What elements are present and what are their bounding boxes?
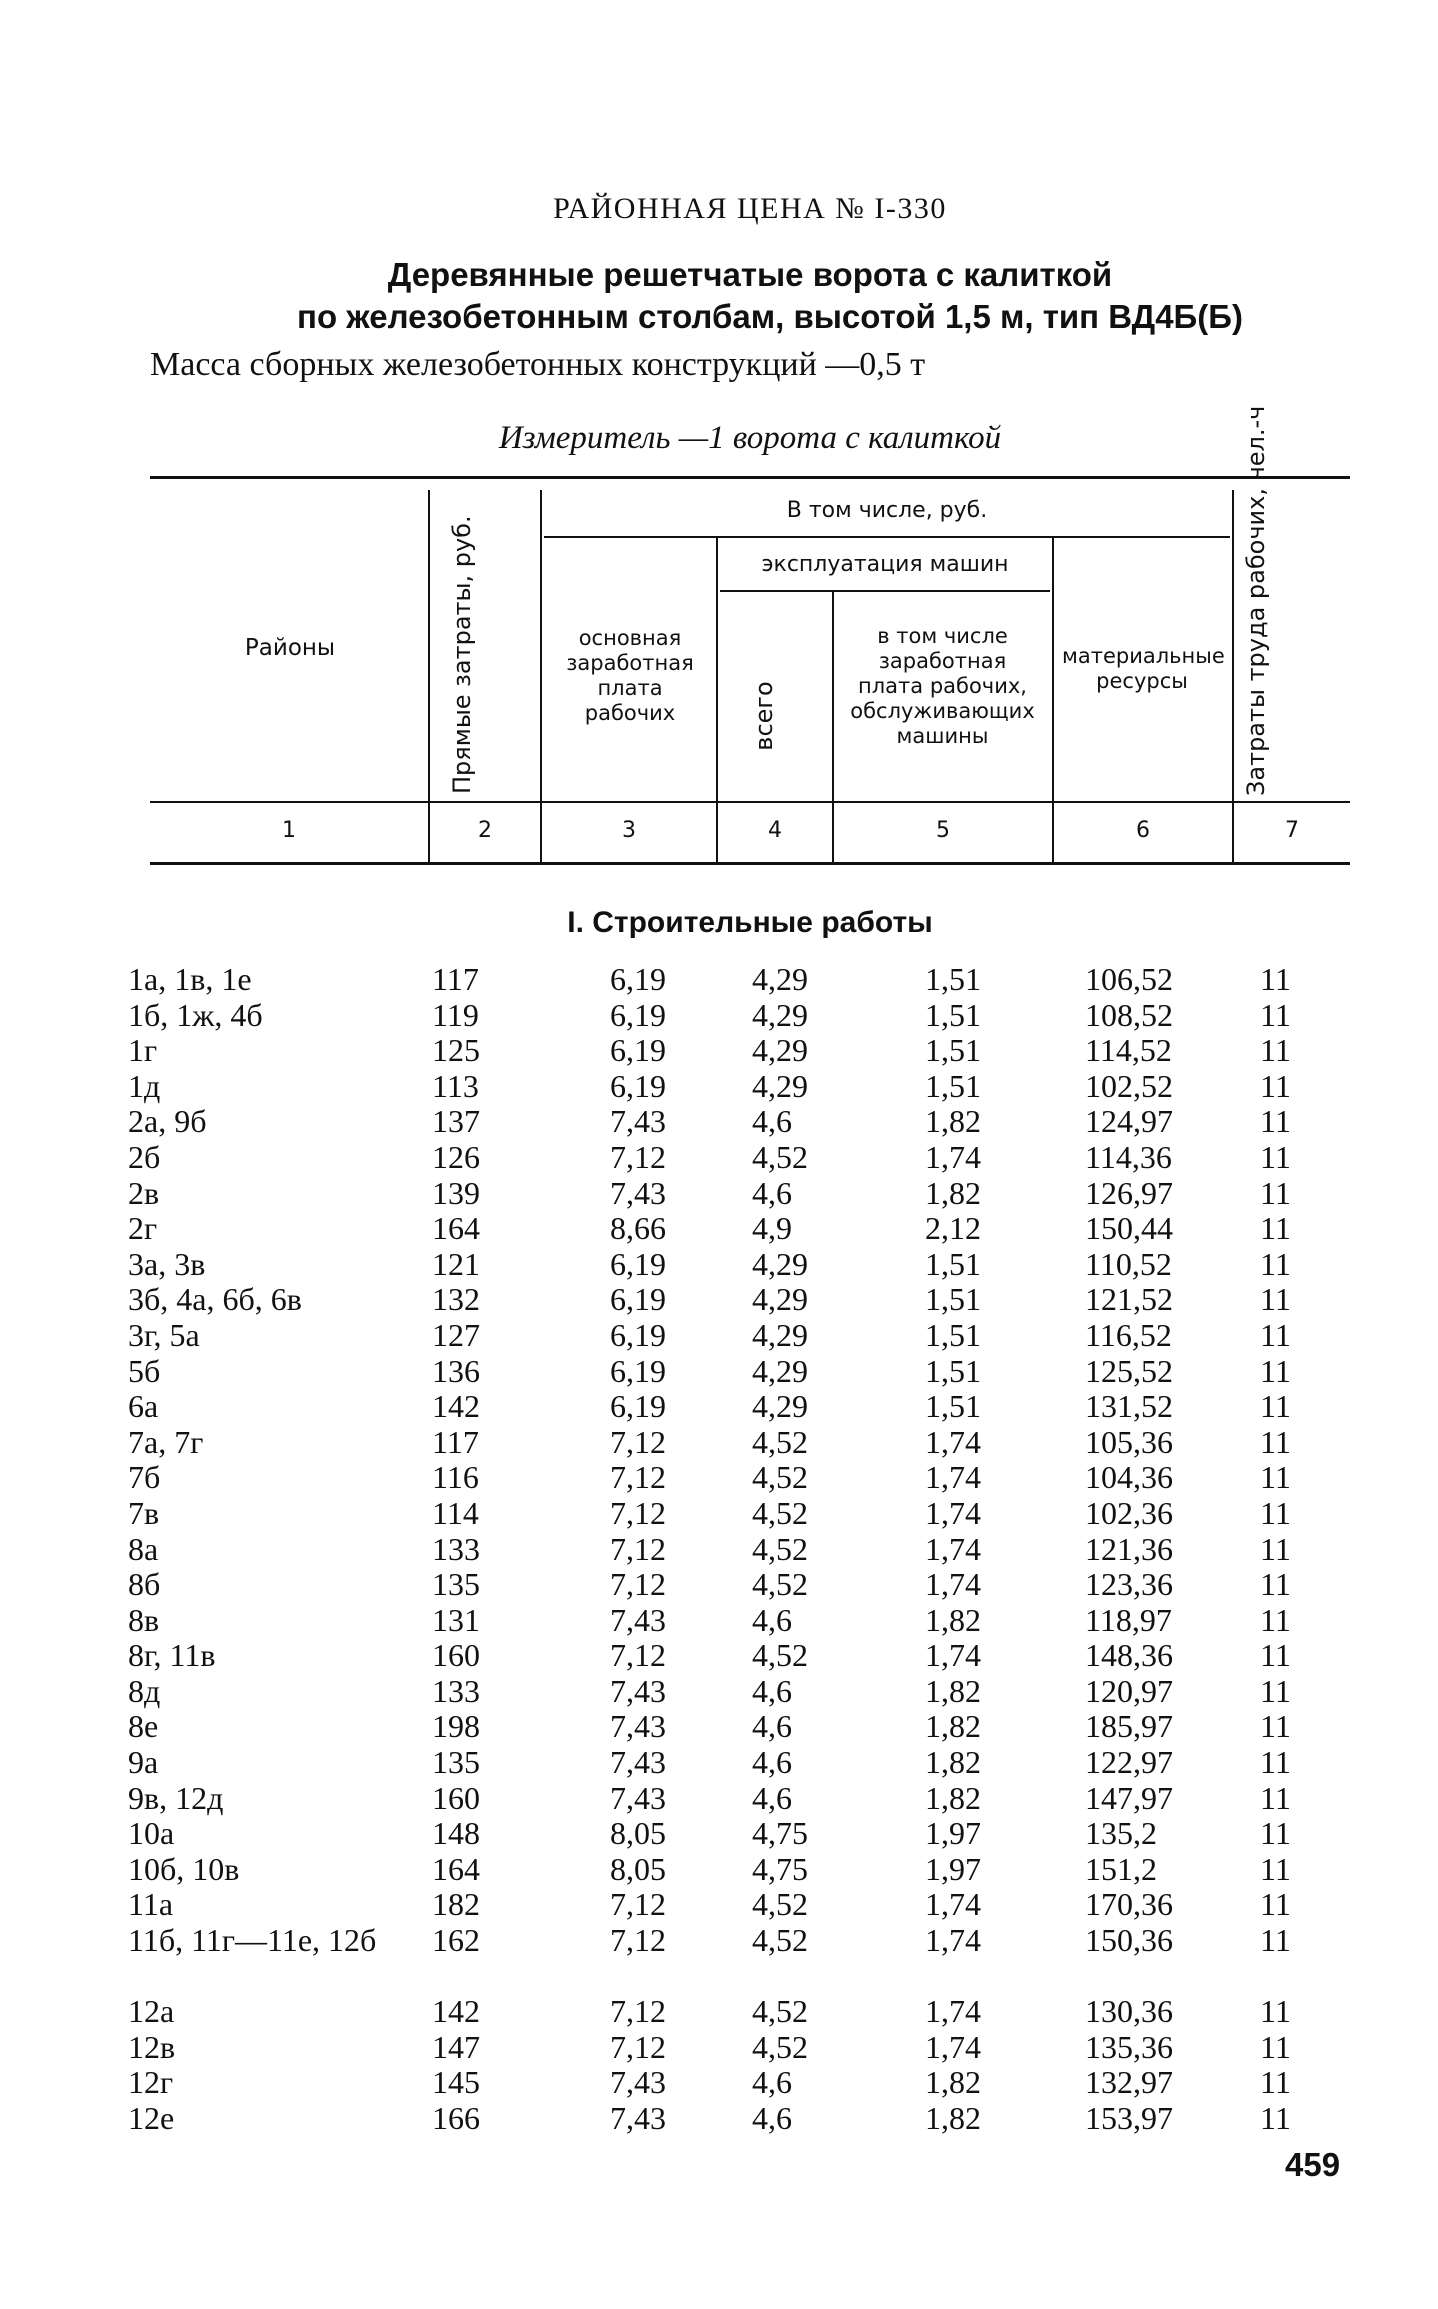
table-row	[128, 2028, 1350, 2066]
cell-machines-total: 4,52	[752, 1566, 808, 1603]
cell-machine-wages: 1,51	[925, 1352, 981, 1389]
cell-machines-total: 4,52	[752, 1886, 808, 1923]
cell-direct-costs: 160	[432, 1779, 480, 1816]
cell-direct-costs: 126	[432, 1138, 480, 1175]
header-machines-total-label: всего	[750, 681, 778, 751]
cell-machine-wages: 1,82	[925, 1103, 981, 1140]
cell-wages: 7,12	[610, 2028, 666, 2065]
cell-machine-wages: 1,74	[925, 1922, 981, 1959]
table-row	[128, 1067, 1350, 1105]
cell-direct-costs: 117	[432, 1423, 479, 1460]
in-total-rule	[544, 536, 1230, 538]
cell-wages: 6,19	[610, 1245, 666, 1282]
cell-direct-costs: 125	[432, 1032, 480, 1069]
cell-direct-costs: 160	[432, 1637, 480, 1674]
cell-direct-costs: 198	[432, 1708, 480, 1745]
cell-machine-wages: 1,74	[925, 2028, 981, 2065]
cell-district: 12г	[128, 2064, 174, 2101]
cell-machines-total: 4,6	[752, 1174, 792, 1211]
page-number: 459	[1285, 2146, 1341, 2183]
cell-labor: 11	[1260, 1103, 1291, 1140]
header-top-rule	[150, 476, 1350, 479]
cell-materials: 120,97	[1085, 1672, 1173, 1709]
cell-machines-total: 4,9	[752, 1210, 792, 1247]
cell-labor: 11	[1260, 1744, 1291, 1781]
cell-labor: 11	[1260, 1815, 1291, 1852]
cell-direct-costs: 127	[432, 1316, 480, 1353]
cell-district: 3г, 5а	[128, 1316, 200, 1353]
cell-machine-wages: 1,51	[925, 1245, 981, 1282]
cell-machine-wages: 1,51	[925, 1032, 981, 1069]
header-machines-total	[750, 656, 779, 776]
cell-wages: 7,43	[610, 1779, 666, 1816]
cell-machine-wages: 2,12	[925, 1210, 981, 1247]
table-row	[128, 1601, 1350, 1639]
cell-materials: 116,52	[1085, 1316, 1172, 1353]
cell-district: 9а	[128, 1744, 159, 1781]
cell-machines-total: 4,75	[752, 1850, 808, 1887]
vrule-3	[716, 538, 718, 862]
cell-machine-wages: 1,82	[925, 1779, 981, 1816]
cell-district: 7б	[128, 1459, 161, 1496]
cell-district: 8е	[128, 1708, 159, 1745]
cell-labor: 11	[1260, 1423, 1291, 1460]
cell-direct-costs: 116	[432, 1459, 479, 1496]
cell-machines-total: 4,29	[752, 1032, 808, 1069]
cell-district: 7в	[128, 1494, 160, 1531]
section-title: I. Строительные работы	[567, 906, 933, 939]
cell-materials: 102,52	[1085, 1067, 1173, 1104]
cell-wages: 7,12	[610, 1566, 666, 1603]
colnum-3: 3	[622, 818, 636, 843]
cell-materials: 185,97	[1085, 1708, 1173, 1745]
cell-materials: 118,97	[1085, 1601, 1172, 1638]
cell-direct-costs: 166	[432, 2100, 480, 2136]
cell-district: 5б	[128, 1352, 161, 1389]
table-row	[128, 1850, 1350, 1888]
cell-materials: 150,36	[1085, 1922, 1173, 1959]
cell-labor: 11	[1260, 1245, 1291, 1282]
cell-materials: 104,36	[1085, 1459, 1173, 1496]
table-row	[128, 1210, 1350, 1247]
cell-district: 2б	[128, 1138, 161, 1175]
table-row	[128, 1993, 1350, 2030]
table-row	[128, 1281, 1350, 1318]
table-row	[128, 2100, 1350, 2137]
cell-labor: 11	[1260, 1779, 1291, 1816]
cell-machines-total: 4,6	[752, 1672, 792, 1709]
cell-materials: 124,97	[1085, 1103, 1173, 1140]
cell-machine-wages: 1,82	[925, 1672, 981, 1709]
cell-district: 8в	[128, 1601, 160, 1638]
cell-machine-wages: 1,74	[925, 1886, 981, 1923]
cell-materials: 123,36	[1085, 1566, 1173, 1603]
cell-materials: 135,36	[1085, 2028, 1173, 2065]
vrule-6	[1232, 490, 1234, 862]
cell-wages: 7,12	[610, 1459, 666, 1496]
cell-direct-costs: 162	[432, 1922, 480, 1959]
table-row	[128, 1316, 1350, 1354]
cell-labor: 11	[1260, 2064, 1291, 2101]
cell-machines-total: 4,52	[752, 1530, 808, 1567]
cell-wages: 6,19	[610, 1281, 666, 1318]
cell-machine-wages: 1,74	[925, 1530, 981, 1567]
cell-machine-wages: 1,51	[925, 961, 981, 997]
cell-district: 7а, 7г	[128, 1423, 204, 1460]
cell-materials: 131,52	[1085, 1388, 1173, 1425]
cell-direct-costs: 131	[432, 1601, 480, 1638]
cell-wages: 7,12	[610, 1993, 666, 2030]
cell-machines-total: 4,6	[752, 1744, 792, 1781]
table-row	[128, 1459, 1350, 1496]
cell-machine-wages: 1,74	[925, 1566, 981, 1603]
cell-wages: 7,12	[610, 1530, 666, 1567]
cell-materials: 114,36	[1085, 1138, 1172, 1175]
cell-direct-costs: 119	[432, 996, 479, 1033]
cell-district: 8г, 11в	[128, 1637, 216, 1674]
cell-labor: 11	[1260, 1459, 1291, 1496]
cell-machines-total: 4,52	[752, 1993, 808, 2030]
header-materials: материальные ресурсы	[1062, 644, 1225, 693]
cell-direct-costs: 117	[432, 961, 479, 997]
cell-wages: 7,43	[610, 1103, 666, 1140]
cell-district: 11б, 11г—11е, 12б	[128, 1922, 377, 1959]
cell-machines-total: 4,52	[752, 1637, 808, 1674]
cell-labor: 11	[1260, 1067, 1291, 1104]
title-line-2: по железобетонным столбам, высотой 1,5 м, тип ВД4Б(Б)	[297, 298, 1243, 335]
cell-district: 10а	[128, 1815, 175, 1852]
cell-wages: 7,12	[610, 1423, 666, 1460]
cell-direct-costs: 182	[432, 1886, 480, 1923]
cell-machines-total: 4,6	[752, 2064, 792, 2101]
table-row	[128, 1423, 1350, 1461]
cell-direct-costs: 142	[432, 1388, 480, 1425]
table-row	[128, 1388, 1350, 1425]
cell-machines-total: 4,52	[752, 1922, 808, 1959]
cell-direct-costs: 148	[432, 1815, 480, 1852]
header-districts: Районы	[244, 635, 336, 661]
cell-direct-costs: 145	[432, 2064, 480, 2101]
cell-labor: 11	[1260, 1494, 1291, 1531]
cell-labor: 11	[1260, 2100, 1291, 2136]
cell-district: 6а	[128, 1388, 159, 1425]
table-row	[128, 961, 1350, 998]
cell-labor: 11	[1260, 1388, 1291, 1425]
cell-wages: 7,43	[610, 2064, 666, 2101]
header-bottom-rule	[150, 862, 1350, 865]
colnum-2: 2	[478, 818, 492, 843]
cell-direct-costs: 132	[432, 1281, 480, 1318]
cell-direct-costs: 133	[432, 1530, 480, 1567]
cell-direct-costs: 137	[432, 1103, 480, 1140]
cell-wages: 7,43	[610, 1174, 666, 1211]
cell-direct-costs: 135	[432, 1566, 480, 1603]
table-row	[128, 1032, 1350, 1069]
cell-machines-total: 4,29	[752, 1245, 808, 1282]
cell-machines-total: 4,52	[752, 1423, 808, 1460]
cell-district: 1д	[128, 1067, 161, 1104]
cell-wages: 6,19	[610, 1032, 666, 1069]
cell-materials: 130,36	[1085, 1993, 1173, 2030]
cell-materials: 148,36	[1085, 1637, 1173, 1674]
cell-materials: 121,36	[1085, 1530, 1173, 1567]
cell-district: 1а, 1в, 1е	[128, 961, 252, 997]
cell-district: 2а, 9б	[128, 1103, 207, 1140]
table-row	[128, 1922, 1350, 1994]
vrule-1	[428, 490, 430, 862]
cell-machine-wages: 1,51	[925, 996, 981, 1033]
cell-machines-total: 4,6	[752, 2100, 792, 2136]
cell-labor: 11	[1260, 1352, 1291, 1389]
cell-district: 8б	[128, 1566, 161, 1603]
header-in-total: В том числе, руб.	[786, 498, 988, 523]
cell-direct-costs: 136	[432, 1352, 480, 1389]
cell-machine-wages: 1,51	[925, 1316, 981, 1353]
vrule-5	[1052, 538, 1054, 862]
table-row	[128, 1245, 1350, 1283]
cell-machine-wages: 1,74	[925, 1494, 981, 1531]
cell-wages: 6,19	[610, 1067, 666, 1104]
cell-wages: 7,12	[610, 1138, 666, 1175]
cell-wages: 7,43	[610, 1744, 666, 1781]
table-row	[128, 1138, 1350, 1176]
cell-materials: 135,2	[1085, 1815, 1157, 1852]
cell-machines-total: 4,29	[752, 961, 808, 997]
cell-machine-wages: 1,82	[925, 2064, 981, 2101]
cell-machines-total: 4,29	[752, 1281, 808, 1318]
cell-materials: 150,44	[1085, 1210, 1173, 1247]
cell-wages: 8,05	[610, 1815, 666, 1852]
cell-labor: 11	[1260, 1637, 1291, 1674]
header-labor-costs-label: Затраты труда рабочих, чел.-ч	[1242, 405, 1270, 796]
cell-labor: 11	[1260, 1922, 1291, 1959]
table-row	[128, 1530, 1350, 1568]
cell-district: 12в	[128, 2028, 176, 2065]
price-title: РАЙОННАЯ ЦЕНА № I-330	[553, 192, 947, 225]
cell-district: 8д	[128, 1672, 161, 1709]
cell-materials: 105,36	[1085, 1423, 1173, 1460]
colnum-4: 4	[768, 818, 782, 843]
cell-machines-total: 4,52	[752, 2028, 808, 2065]
cell-district: 9в, 12д	[128, 1779, 224, 1816]
table-row	[128, 1815, 1350, 1852]
cell-wages: 7,12	[610, 1922, 666, 1959]
table-row	[128, 1566, 1350, 1603]
cell-machines-total: 4,29	[752, 1067, 808, 1104]
cell-machines-total: 4,6	[752, 1708, 792, 1745]
cell-machines-total: 4,29	[752, 1316, 808, 1353]
cell-machine-wages: 1,51	[925, 1281, 981, 1318]
cell-direct-costs: 164	[432, 1210, 480, 1247]
cell-materials: 170,36	[1085, 1886, 1173, 1923]
table-row	[128, 2064, 1350, 2101]
cell-direct-costs: 164	[432, 1850, 480, 1887]
cell-labor: 11	[1260, 1281, 1291, 1318]
cell-wages: 7,43	[610, 1601, 666, 1638]
cell-machines-total: 4,52	[752, 1459, 808, 1496]
table-row	[128, 1779, 1350, 1817]
cell-materials: 122,97	[1085, 1744, 1173, 1781]
cell-materials: 147,97	[1085, 1779, 1173, 1816]
cell-machines-total: 4,6	[752, 1601, 792, 1638]
cell-machine-wages: 1,82	[925, 1708, 981, 1745]
cell-machines-total: 4,29	[752, 996, 808, 1033]
cell-direct-costs: 142	[432, 1993, 480, 2030]
cell-machine-wages: 1,51	[925, 1388, 981, 1425]
mass-note: Масса сборных железобетонных конструкций —0,5 т	[150, 346, 926, 383]
cell-machine-wages: 1,97	[925, 1815, 981, 1852]
cell-wages: 7,12	[610, 1886, 666, 1923]
measure-unit: Измеритель —1 ворота с калиткой	[498, 420, 1002, 456]
cell-labor: 11	[1260, 1850, 1291, 1887]
cell-labor: 11	[1260, 1601, 1291, 1638]
cell-materials: 121,52	[1085, 1281, 1173, 1318]
cell-machine-wages: 1,97	[925, 1850, 981, 1887]
vrule-2	[540, 490, 542, 862]
cell-labor: 11	[1260, 961, 1291, 997]
cell-direct-costs: 114	[432, 1494, 479, 1531]
cell-materials: 132,97	[1085, 2064, 1173, 2101]
cell-district: 3б, 4а, 6б, 6в	[128, 1281, 302, 1318]
cell-materials: 153,97	[1085, 2100, 1173, 2136]
cell-materials: 110,52	[1085, 1245, 1172, 1282]
machines-rule	[720, 590, 1050, 592]
colnum-6: 6	[1136, 818, 1150, 843]
table-row	[128, 1494, 1350, 1532]
header-wages: основная заработная плата рабочих	[566, 626, 694, 725]
cell-district: 2г	[128, 1210, 158, 1247]
cell-labor: 11	[1260, 1032, 1291, 1069]
cell-direct-costs: 133	[432, 1672, 480, 1709]
cell-direct-costs: 113	[432, 1067, 479, 1104]
cell-machine-wages: 1,82	[925, 1601, 981, 1638]
cell-labor: 11	[1260, 1672, 1291, 1709]
cell-wages: 6,19	[610, 996, 666, 1033]
cell-wages: 8,66	[610, 1210, 666, 1247]
header-machines: эксплуатация машин	[761, 552, 1009, 577]
cell-labor: 11	[1260, 1708, 1291, 1745]
cell-wages: 7,12	[610, 1494, 666, 1531]
cell-labor: 11	[1260, 1566, 1291, 1603]
cell-district: 3а, 3в	[128, 1245, 206, 1282]
document-page	[128, 0, 1350, 2309]
cell-labor: 11	[1260, 996, 1291, 1033]
header-direct-costs-label: Прямые затраты, руб.	[448, 515, 476, 794]
cell-district: 10б, 10в	[128, 1850, 240, 1887]
table-row	[128, 1352, 1350, 1390]
table-row	[128, 1708, 1350, 1745]
cell-district: 12е	[128, 2100, 175, 2136]
cell-direct-costs: 139	[432, 1174, 480, 1211]
cell-labor: 11	[1260, 1174, 1291, 1211]
cell-materials: 125,52	[1085, 1352, 1173, 1389]
cell-machines-total: 4,52	[752, 1494, 808, 1531]
cell-district: 11а	[128, 1886, 174, 1923]
colnum-1: 1	[282, 818, 296, 843]
cell-materials: 106,52	[1085, 961, 1173, 997]
cell-district: 1г	[128, 1032, 158, 1069]
cell-labor: 11	[1260, 1138, 1291, 1175]
cell-direct-costs: 135	[432, 1744, 480, 1781]
colnum-5: 5	[936, 818, 950, 843]
header-labor-costs	[1242, 405, 1271, 796]
cell-wages: 7,43	[610, 1708, 666, 1745]
cell-wages: 6,19	[610, 1316, 666, 1353]
table-row	[128, 996, 1350, 1034]
cell-labor: 11	[1260, 1993, 1291, 2030]
table-row	[128, 1672, 1350, 1710]
cell-machine-wages: 1,74	[925, 1993, 981, 2030]
cell-wages: 7,12	[610, 1637, 666, 1674]
cell-wages: 7,43	[610, 1672, 666, 1709]
cell-wages: 6,19	[610, 1352, 666, 1389]
cell-wages: 6,19	[610, 1388, 666, 1425]
cell-materials: 151,2	[1085, 1850, 1157, 1887]
cell-machine-wages: 1,82	[925, 1744, 981, 1781]
table-body	[128, 961, 1350, 2137]
cell-labor: 11	[1260, 1530, 1291, 1567]
colnum-7: 7	[1285, 818, 1299, 843]
cell-machine-wages: 1,82	[925, 2100, 981, 2136]
table-row	[128, 1103, 1350, 1140]
cell-direct-costs: 147	[432, 2028, 480, 2065]
cell-labor: 11	[1260, 1210, 1291, 1247]
cell-wages: 7,43	[610, 2100, 666, 2136]
cell-machines-total: 4,6	[752, 1779, 792, 1816]
cell-labor: 11	[1260, 1316, 1291, 1353]
cell-materials: 108,52	[1085, 996, 1173, 1033]
table-row	[128, 1744, 1350, 1781]
cell-machines-total: 4,29	[752, 1352, 808, 1389]
cell-machines-total: 4,75	[752, 1815, 808, 1852]
cell-direct-costs: 121	[432, 1245, 480, 1282]
cell-district: 2в	[128, 1174, 160, 1211]
cell-machines-total: 4,52	[752, 1138, 808, 1175]
cell-materials: 102,36	[1085, 1494, 1173, 1531]
cell-machine-wages: 1,74	[925, 1459, 981, 1496]
cell-district: 8а	[128, 1530, 159, 1567]
cell-machine-wages: 1,74	[925, 1423, 981, 1460]
header-machine-wages: в том числе заработная плата рабочих, обслуживающих машины	[850, 624, 1035, 748]
table-row	[128, 1637, 1350, 1674]
cell-machine-wages: 1,74	[925, 1138, 981, 1175]
cell-district: 1б, 1ж, 4б	[128, 996, 263, 1033]
cell-machine-wages: 1,51	[925, 1067, 981, 1104]
cell-wages: 6,19	[610, 961, 666, 997]
cell-machine-wages: 1,74	[925, 1637, 981, 1674]
cell-district: 12а	[128, 1993, 175, 2030]
cell-labor: 11	[1260, 2028, 1291, 2065]
cell-wages: 8,05	[610, 1850, 666, 1887]
cell-materials: 126,97	[1085, 1174, 1173, 1211]
title-line-1: Деревянные решетчатые ворота с калиткой	[387, 256, 1113, 293]
cell-labor: 11	[1260, 1886, 1291, 1923]
cell-materials: 114,52	[1085, 1032, 1172, 1069]
table-row	[128, 1174, 1350, 1212]
cell-machines-total: 4,29	[752, 1388, 808, 1425]
header-mid-rule	[150, 801, 1350, 803]
table-row	[128, 1886, 1350, 1923]
header-direct-costs	[448, 515, 477, 794]
cell-machine-wages: 1,82	[925, 1174, 981, 1211]
cell-machines-total: 4,6	[752, 1103, 792, 1140]
